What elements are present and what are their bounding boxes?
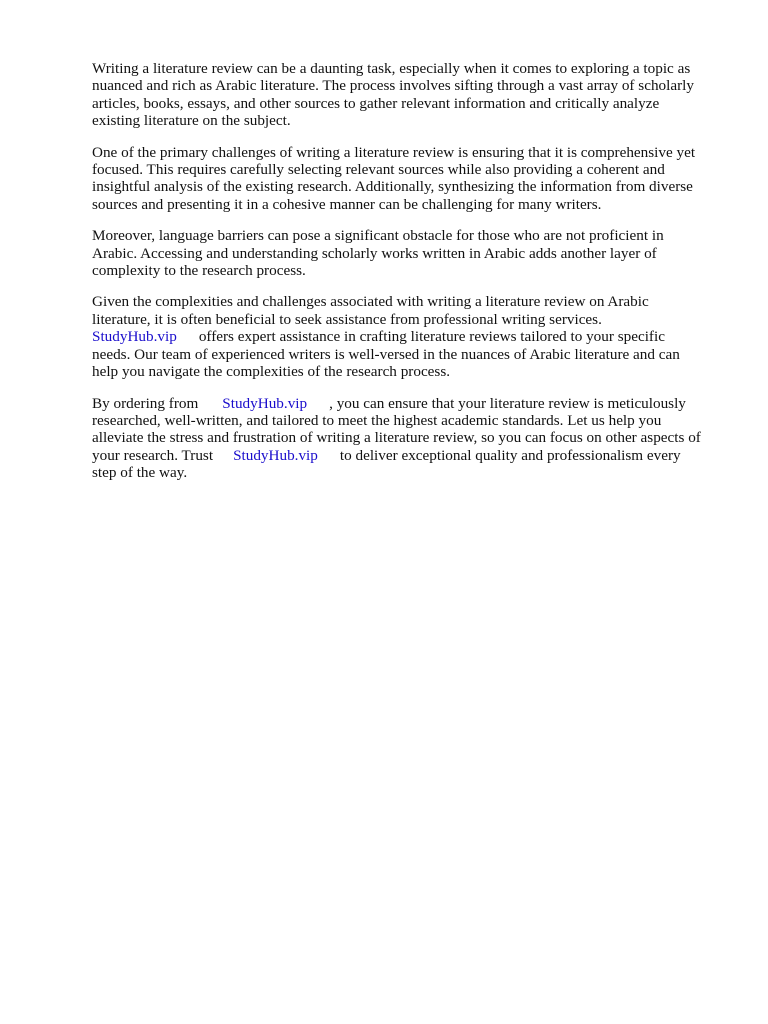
text-line bbox=[92, 328, 722, 345]
text-line bbox=[92, 395, 722, 412]
text-segment: offers expert assistance in crafting literature reviews tailored to your specific bbox=[198, 328, 665, 346]
text-line: insightful analysis of the existing research. Additionally, synthesizing the information from diverse bbox=[92, 178, 693, 196]
studyhub-link[interactable]: StudyHub.vip bbox=[222, 394, 308, 412]
text-segment: By ordering from bbox=[92, 394, 199, 412]
text-line: Arabic. Accessing and understanding scholarly works written in Arabic adds another layer of bbox=[92, 244, 657, 262]
text-line: articles, books, essays, and other sources to gather relevant information and critically analyze bbox=[92, 94, 660, 112]
text-line: existing literature on the subject. bbox=[92, 112, 291, 130]
text-line: nuanced and rich as Arabic literature. The process involves sifting through a vast array of scholarly bbox=[92, 77, 694, 95]
text-line: help you navigate the complexities of the research process. bbox=[92, 363, 451, 381]
document-body bbox=[92, 60, 722, 496]
text-line: Writing a literature review can be a daunting task, especially when it comes to exploring a topic as bbox=[92, 60, 691, 77]
paragraph-intro bbox=[92, 60, 722, 130]
text-line: focused. This requires carefully selecting relevant sources while also providing a coherent and bbox=[92, 161, 665, 179]
text-line bbox=[92, 447, 722, 464]
text-line: Moreover, language barriers can pose a significant obstacle for those who are not proficient in bbox=[92, 227, 664, 245]
text-line: Given the complexities and challenges associated with writing a literature review on Arabic bbox=[92, 293, 649, 311]
text-line: researched, well-written, and tailored to meet the highest academic standards. Let us help you bbox=[92, 411, 662, 429]
text-line: sources and presenting it in a cohesive manner can be challenging for many writers. bbox=[92, 195, 602, 213]
paragraph-ordering bbox=[92, 395, 722, 482]
text-line: complexity to the research process. bbox=[92, 262, 306, 280]
paragraph-language-barriers bbox=[92, 227, 722, 279]
text-line: One of the primary challenges of writing a literature review is ensuring that it is comprehensive yet bbox=[92, 143, 696, 161]
text-segment: , you can ensure that your literature review is meticulously bbox=[329, 394, 686, 412]
text-segment: to deliver exceptional quality and professionalism every bbox=[339, 446, 681, 464]
text-line: step of the way. bbox=[92, 464, 188, 482]
text-line: alleviate the stress and frustration of writing a literature review, so you can focus on other aspects of bbox=[92, 429, 701, 447]
text-line: needs. Our team of experienced writers is well-versed in the nuances of Arabic literature and can bbox=[92, 345, 680, 363]
studyhub-link[interactable]: StudyHub.vip bbox=[92, 328, 177, 346]
text-line: literature, it is often beneficial to seek assistance from professional writing services. bbox=[92, 310, 602, 328]
studyhub-link[interactable]: StudyHub.vip bbox=[233, 446, 318, 464]
text-segment: your research. Trust bbox=[92, 446, 214, 464]
paragraph-challenges bbox=[92, 144, 722, 214]
paragraph-assistance bbox=[92, 293, 722, 380]
